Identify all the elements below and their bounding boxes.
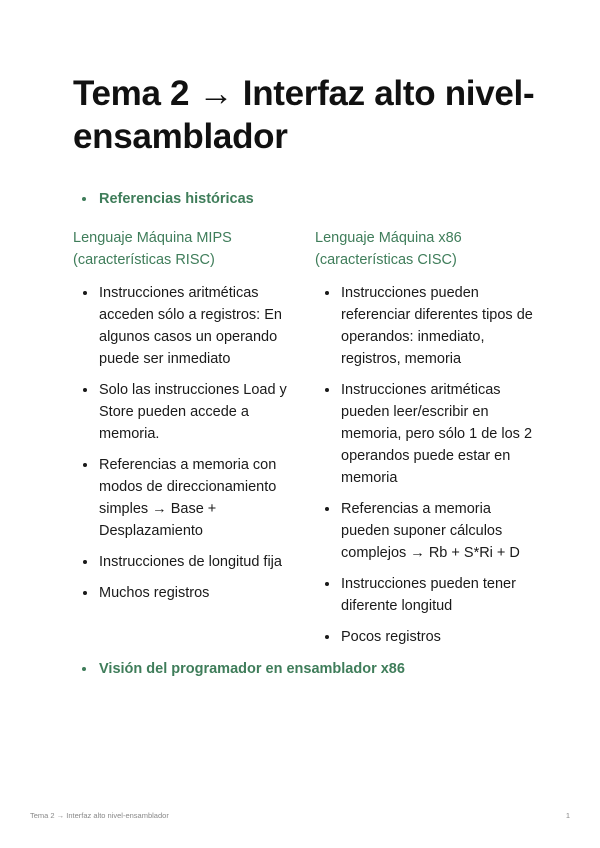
section-vision — [82, 658, 405, 680]
list-item: Muchos registros — [73, 582, 298, 604]
list-item: Instrucciones pueden referenciar diferentes tipos de operandos: inmediato, registros, memoria — [315, 282, 540, 370]
section-referencias — [82, 188, 254, 210]
column-x86 — [315, 227, 540, 657]
column-heading-mips: Lenguaje Máquina MIPS (características RISC) — [73, 230, 232, 268]
list-item: Instrucciones pueden tener diferente longitud — [315, 573, 540, 617]
page-title: Tema 2 → Interfaz alto nivel-ensamblador — [73, 74, 535, 156]
list-item: Instrucciones de longitud fija — [73, 551, 298, 573]
list-item: Instrucciones aritméticas acceden sólo a registros: En algunos casos un operando puede ser inmediato — [73, 282, 298, 370]
column-heading-x86: Lenguaje Máquina x86 (características CISC) — [315, 230, 462, 268]
section-heading-referencias: Referencias históricas — [82, 188, 254, 210]
section-heading-vision: Visión del programador en ensamblador x86 — [82, 658, 405, 680]
list-item: Pocos registros — [315, 626, 540, 648]
list-mips — [73, 282, 298, 604]
list-x86 — [315, 282, 540, 648]
list-item: Referencias a memoria pueden suponer cálculos complejos → Rb + S*Ri + D — [315, 498, 540, 564]
list-item: Referencias a memoria con modos de direccionamiento simples → Base + Desplazamiento — [73, 454, 298, 542]
list-item: Solo las instrucciones Load y Store pueden accede a memoria. — [73, 379, 298, 445]
list-item: Instrucciones aritméticas pueden leer/escribir en memoria, pero sólo 1 de los 2 operandos puede estar en memoria — [315, 379, 540, 489]
column-mips — [73, 227, 298, 613]
page-number: 1 — [565, 811, 570, 820]
footer-title: Tema 2 → Interfaz alto nivel-ensamblador — [30, 811, 169, 820]
